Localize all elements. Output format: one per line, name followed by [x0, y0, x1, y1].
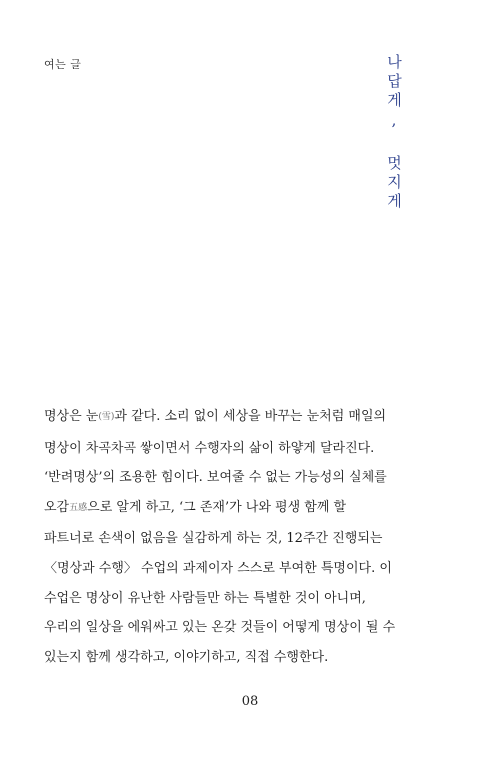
body-line-9: 있는지 함께 생각하고, 이야기하고, 직접 수행한다.	[44, 649, 329, 665]
body-line-6: 〈명상과 수행〉 수업의 과제이자 스스로 부여한 특명이다. 이	[44, 560, 392, 576]
body-line-2: 명상이 차곡차곡 쌓이면서 수행자의 삶이 하얗게 달라진다.	[44, 440, 375, 456]
body-line-1	[44, 402, 414, 434]
hanja-annotation: (雪)	[98, 412, 115, 422]
body-line-8: 우리의 일상을 에워싸고 있는 온갖 것들이 어떻게 명상이 될 수	[44, 620, 396, 636]
section-label: 여는 글	[44, 58, 82, 71]
body-paragraph	[44, 402, 414, 672]
text-segment: 명상은 눈	[44, 409, 99, 424]
chapter-title: 나답게, 멋지게	[385, 54, 403, 212]
text-segment: 오감	[44, 499, 70, 515]
body-line-3: ‘반려명상’의 조용한 힘이다. 보여줄 수 없는 가능성의 실체를	[44, 470, 387, 486]
hanja-annotation: 五感	[69, 502, 88, 513]
text-segment: 으로 알게 하고, ‘그 존재’가 나와 평생 함께 할	[87, 499, 347, 515]
body-line-7: 수업은 명상이 유난한 사람들만 하는 특별한 것이 아니며,	[44, 590, 366, 606]
text-segment: 과 같다. 소리 없이 세상을 바꾸는 눈처럼 매일의	[114, 409, 387, 424]
body-line-5: 파트너로 손색이 없음을 실감하게 하는 것, 12주간 진행되는	[44, 531, 383, 547]
body-line-4	[44, 493, 414, 525]
page-number: 08	[241, 694, 259, 709]
